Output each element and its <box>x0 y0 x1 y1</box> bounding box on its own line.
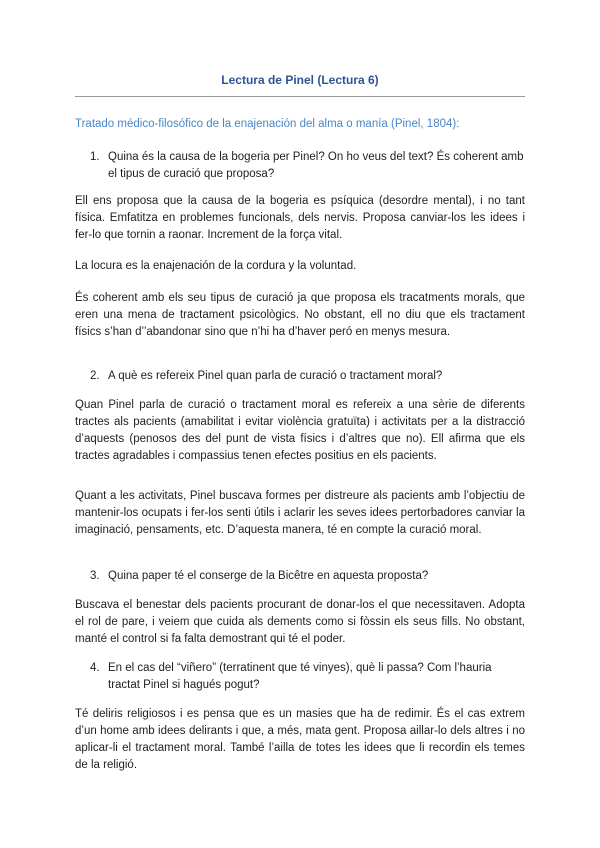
source-subtitle: Tratado médico-filosófico de la enajenación del alma o manía (Pinel, 1804): <box>75 118 460 130</box>
question-4 <box>75 660 525 694</box>
answer-4-paragraph-1: Té deliris religiosos i es pensa que es un masies que ha de redimir. És el cas extrem d’un home amb idees delirants i que, a més, mata gent. Proposa aillar-lo dels altres i no aplicar-li el tractament moral. També l’ailla de totes les idees que li recordin els temes de la religió. <box>75 708 525 771</box>
question-number: 4. <box>90 662 100 674</box>
question-1 <box>75 149 525 183</box>
question-text: Quina paper té el conserge de la Bicêtre en aquesta proposta? <box>108 570 429 582</box>
answer-2-paragraph-1: Quan Pinel parla de curació o tractament moral es refereix a una sèrie de diferents tractes als pacients (amabilitat i evitar violència gratuïta) i activitats per a la distracció d’aquests (penosos des del punt de vista físics i d’altres que no). Ell afirma que els tractes agradables i compassius tenen efectes positius en els pacients. <box>75 399 525 462</box>
question-number: 3. <box>90 570 100 582</box>
page-title: Lectura de Pinel (Lectura 6) <box>221 73 379 87</box>
answer-2-paragraph-2: Quant a les activitats, Pinel buscava formes per distreure als pacients amb l’objectiu de mantenir-los ocupats i fer-los senti útils i aclarir les seves idees pertorbadores canviar la imaginació, pensaments, etc. D’aquesta manera, té en compte la curació moral. <box>75 490 525 536</box>
question-number: 2. <box>90 370 100 382</box>
answer-1-paragraph-1: Ell ens proposa que la causa de la bogeria es psíquica (desordre mental), i no tant física. Emfatitza en problemes funcionals, dels nervis. Proposa canviar-los les idees i fer-lo que tornin a raonar. Increment de la força vital. <box>75 195 525 241</box>
question-text: Quina és la causa de la bogeria per Pinel? On ho veus del text? És coherent amb el tipus de curació que proposa? <box>108 151 524 180</box>
question-number: 1. <box>90 151 100 163</box>
answer-1-paragraph-2: La locura es la enajenación de la cordura y la voluntad. <box>75 260 357 272</box>
question-text: En el cas del “viñero” (terratinent que té vinyes), què li passa? Com l’hauria tractat Pinel si hagués pogut? <box>108 662 492 691</box>
question-2 <box>75 368 525 385</box>
title-divider <box>75 96 525 97</box>
answer-1-paragraph-3: És coherent amb els seu tipus de curació ja que proposa els tracatments morals, que eren una mena de tractament psicològics. No obstant, ell no diu que els tractament físics s’han d’’abandonar sino que n’hi ha d’haver peró en menys mesura. <box>75 292 525 338</box>
question-3 <box>75 568 525 585</box>
answer-3-paragraph-1: Buscava el benestar dels pacients procurant de donar-los el que necessitaven. Adopta el rol de pare, i veiem que cuida als dements como si fòssin els seus fills. No obstant, manté el control si fa falta demostrant qui té el poder. <box>75 599 525 645</box>
question-text: A què es refereix Pinel quan parla de curació o tractament moral? <box>108 370 443 382</box>
